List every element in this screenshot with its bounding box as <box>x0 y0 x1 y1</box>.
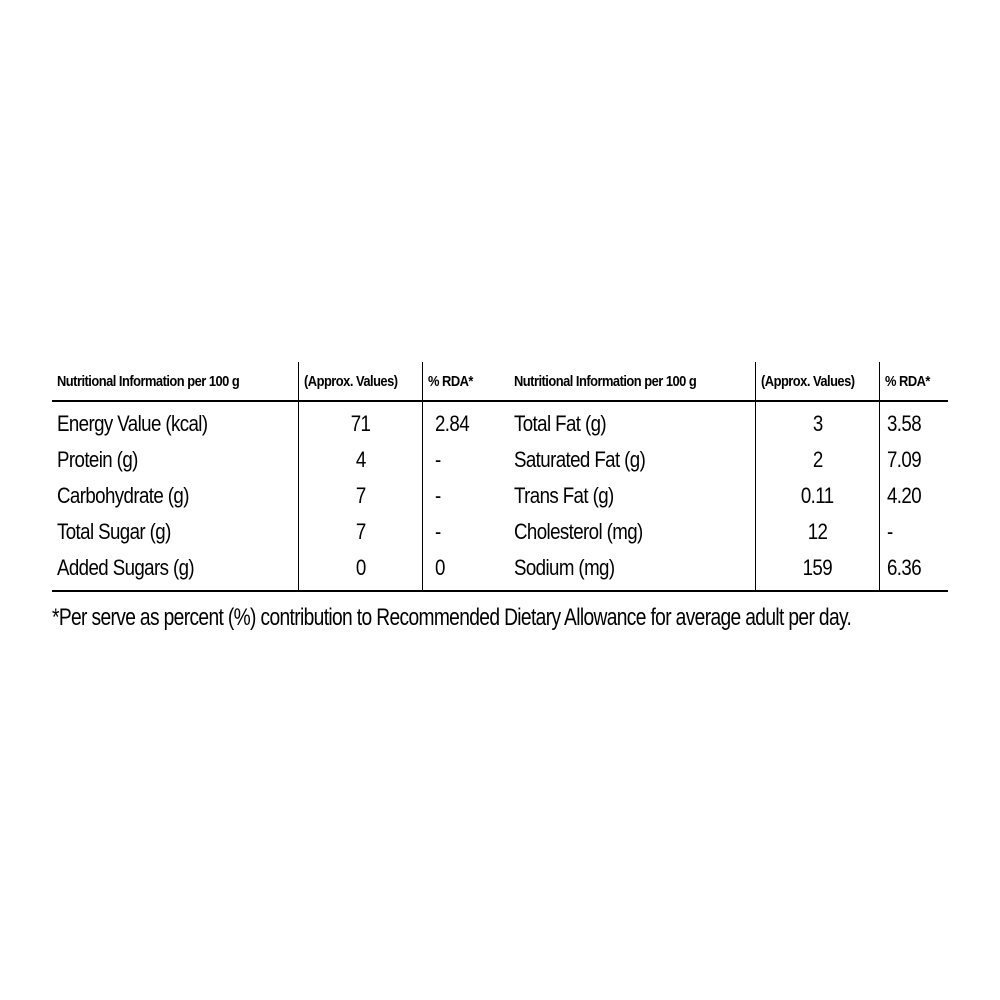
nutrient-name: Protein (g) <box>57 447 138 472</box>
table-row <box>52 442 298 478</box>
table-cell <box>880 406 948 442</box>
nutrient-rda: - <box>435 519 441 544</box>
table-cell <box>880 514 948 550</box>
rda-footnote <box>52 604 952 632</box>
nutrient-name: Sodium (mg) <box>514 555 615 580</box>
nutrient-rda: 0 <box>435 555 445 580</box>
nutrient-value: 159 <box>802 555 833 580</box>
right-header-rda-label: % RDA* <box>885 372 930 390</box>
table-row <box>509 442 755 478</box>
nutrient-rda: - <box>435 447 441 472</box>
nutrient-value: 0.11 <box>801 483 834 508</box>
left-header-rda <box>423 362 509 400</box>
nutrient-value: 4 <box>355 447 366 472</box>
right-nutrient-column <box>509 402 756 590</box>
nutrient-rda: 7.09 <box>887 447 922 472</box>
left-rda-column <box>423 402 509 590</box>
nutrient-value: 2 <box>812 447 823 472</box>
table-cell <box>423 442 509 478</box>
right-header-values-label: (Approx. Values) <box>761 372 855 390</box>
nutrient-name: Total Sugar (g) <box>57 519 171 544</box>
nutrient-value: 7 <box>355 483 366 508</box>
left-header-values <box>299 362 423 400</box>
table-cell <box>299 514 422 550</box>
table-cell <box>880 478 948 514</box>
table-row <box>52 406 298 442</box>
nutrient-rda: 4.20 <box>887 483 922 508</box>
left-header-rda-label: % RDA* <box>428 372 473 390</box>
table-row <box>509 406 755 442</box>
nutrient-name: Energy Value (kcal) <box>57 411 208 436</box>
nutrient-rda: - <box>887 519 893 544</box>
nutrient-name: Cholesterol (mg) <box>514 519 643 544</box>
table-cell <box>756 442 879 478</box>
table-row <box>52 550 298 586</box>
nutrition-table <box>52 362 948 592</box>
nutrient-name: Total Fat (g) <box>514 411 607 436</box>
table-cell <box>423 406 509 442</box>
table-body <box>52 402 948 592</box>
right-value-column <box>756 402 880 590</box>
table-cell <box>880 442 948 478</box>
nutrient-value: 3 <box>812 411 823 436</box>
nutrient-value: 12 <box>807 519 828 544</box>
right-header-nutrient <box>509 362 756 400</box>
left-header-nutrient <box>52 362 299 400</box>
nutrient-rda: 2.84 <box>435 411 470 436</box>
table-row <box>52 478 298 514</box>
table-cell <box>299 406 422 442</box>
table-cell <box>756 514 879 550</box>
table-cell <box>756 550 879 586</box>
nutrient-rda: - <box>435 483 441 508</box>
rda-footnote-text: *Per serve as percent (%) contribution to Recommended Dietary Allowance for average adult per day. <box>52 604 852 631</box>
left-header-values-label: (Approx. Values) <box>304 372 398 390</box>
table-cell <box>423 514 509 550</box>
nutrient-name: Saturated Fat (g) <box>514 447 646 472</box>
table-row <box>52 514 298 550</box>
nutrient-value: 71 <box>350 411 371 436</box>
nutrient-rda: 6.36 <box>887 555 922 580</box>
nutrient-name: Carbohydrate (g) <box>57 483 189 508</box>
table-row <box>509 478 755 514</box>
table-row <box>509 514 755 550</box>
table-cell <box>299 442 422 478</box>
table-cell <box>756 406 879 442</box>
nutrient-value: 0 <box>355 555 366 580</box>
nutrient-rda: 3.58 <box>887 411 922 436</box>
table-header-row <box>52 362 948 402</box>
table-cell <box>756 478 879 514</box>
table-cell <box>423 478 509 514</box>
left-header-nutrient-label: Nutritional Information per 100 g <box>57 372 240 390</box>
right-header-rda <box>880 362 948 400</box>
nutrient-name: Trans Fat (g) <box>514 483 614 508</box>
left-nutrient-column <box>52 402 299 590</box>
right-header-values <box>756 362 880 400</box>
table-cell <box>880 550 948 586</box>
table-row <box>509 550 755 586</box>
table-cell <box>299 550 422 586</box>
table-cell <box>423 550 509 586</box>
nutrient-name: Added Sugars (g) <box>57 555 195 580</box>
right-header-nutrient-label: Nutritional Information per 100 g <box>514 372 697 390</box>
table-cell <box>299 478 422 514</box>
nutrient-value: 7 <box>355 519 366 544</box>
right-rda-column <box>880 402 948 590</box>
left-value-column <box>299 402 423 590</box>
